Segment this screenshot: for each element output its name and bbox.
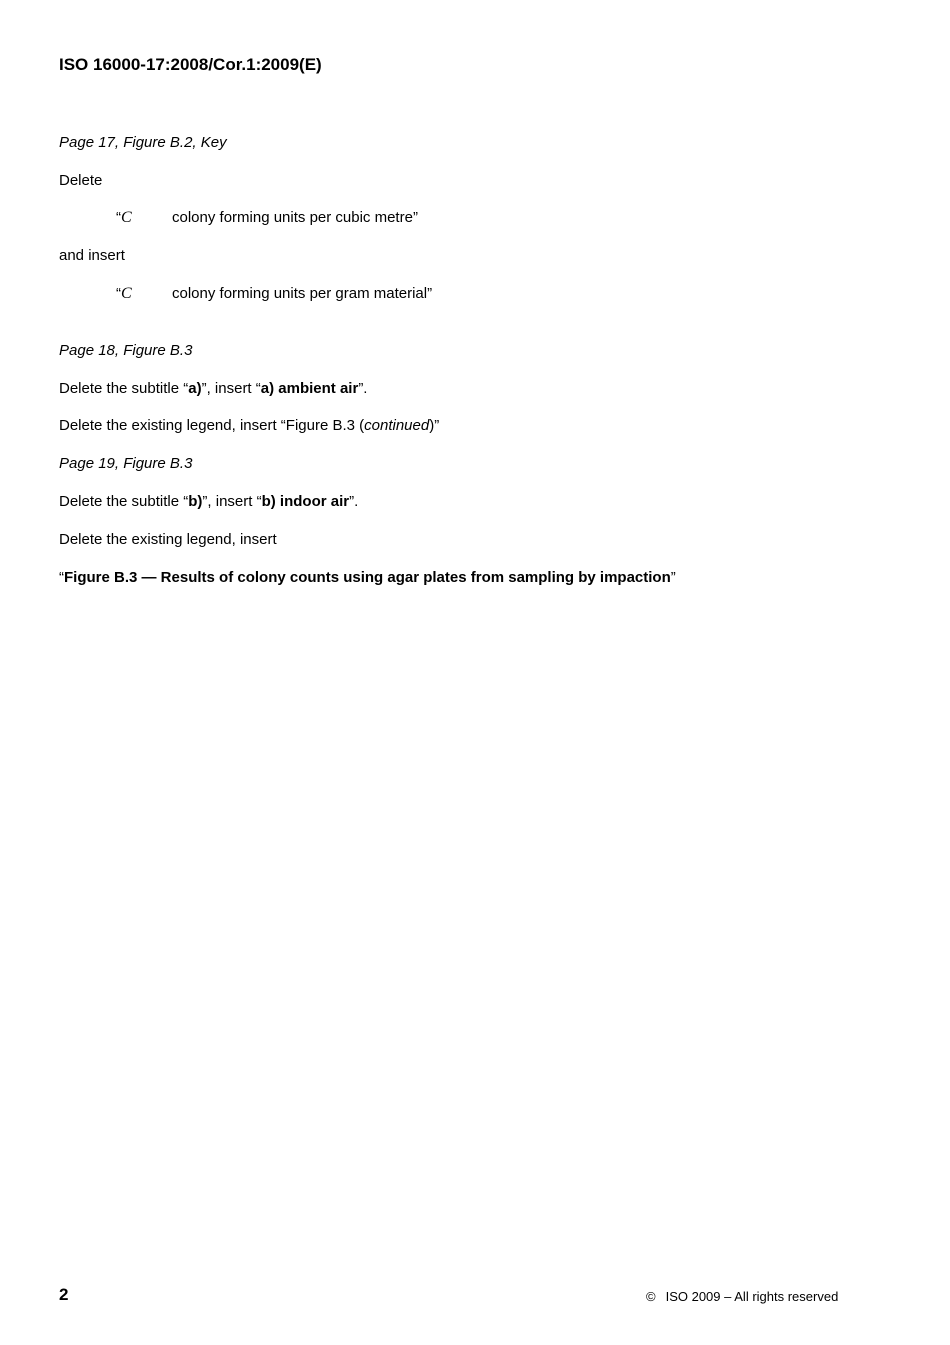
text-run: )” [429, 417, 440, 434]
open-quote: “ [59, 569, 64, 586]
text-run: ”. [349, 493, 359, 510]
symbol-c: C [121, 285, 132, 302]
copyright-text: ISO 2009 – All rights reserved [665, 1289, 839, 1304]
copyright-icon: © [646, 1289, 656, 1304]
instruction-delete: Delete [59, 172, 103, 189]
document-header: ISO 16000-17:2008/Cor.1:2009(E) [59, 55, 322, 74]
text-run: ”. [358, 380, 368, 397]
bold-run: a) ambient air [260, 380, 359, 397]
instruction-legend-1 [59, 417, 439, 435]
instruction-subtitle-a [59, 380, 367, 398]
copyright-notice [646, 1289, 838, 1304]
figure-title-text: Figure B.3 — Results of colony counts using agar plates from sampling by impaction [64, 569, 671, 586]
bold-run: a) [188, 380, 202, 397]
figure-title [59, 569, 676, 587]
close-quote: ” [670, 569, 676, 586]
bold-run: b) [188, 493, 203, 510]
text-run: ”, insert “ [201, 380, 261, 397]
open-quote: “ [116, 209, 121, 226]
key-item-old [116, 209, 132, 227]
section-reference: Page 19, Figure B.3 [59, 455, 193, 472]
instruction-legend-2: Delete the existing legend, insert [59, 531, 277, 548]
key-item-old-text: colony forming units per cubic metre” [172, 209, 418, 226]
key-item-new-text: colony forming units per gram material” [172, 285, 433, 302]
instruction-insert: and insert [59, 247, 125, 264]
text-run: Delete the existing legend, insert “Figure B.3 ( [59, 417, 365, 434]
page-number: 2 [59, 1285, 69, 1304]
section-reference: Page 17, Figure B.2, Key [59, 134, 227, 151]
text-run: Delete the subtitle “ [59, 493, 189, 510]
symbol-c: C [121, 209, 132, 226]
bold-run: b) indoor air [261, 493, 350, 510]
text-run: Delete the subtitle “ [59, 380, 189, 397]
text-run: ”, insert “ [202, 493, 262, 510]
key-item-new [116, 285, 132, 303]
open-quote: “ [116, 285, 121, 302]
italic-run: continued [364, 417, 430, 434]
section-reference: Page 18, Figure B.3 [59, 342, 193, 359]
instruction-subtitle-b [59, 493, 358, 511]
